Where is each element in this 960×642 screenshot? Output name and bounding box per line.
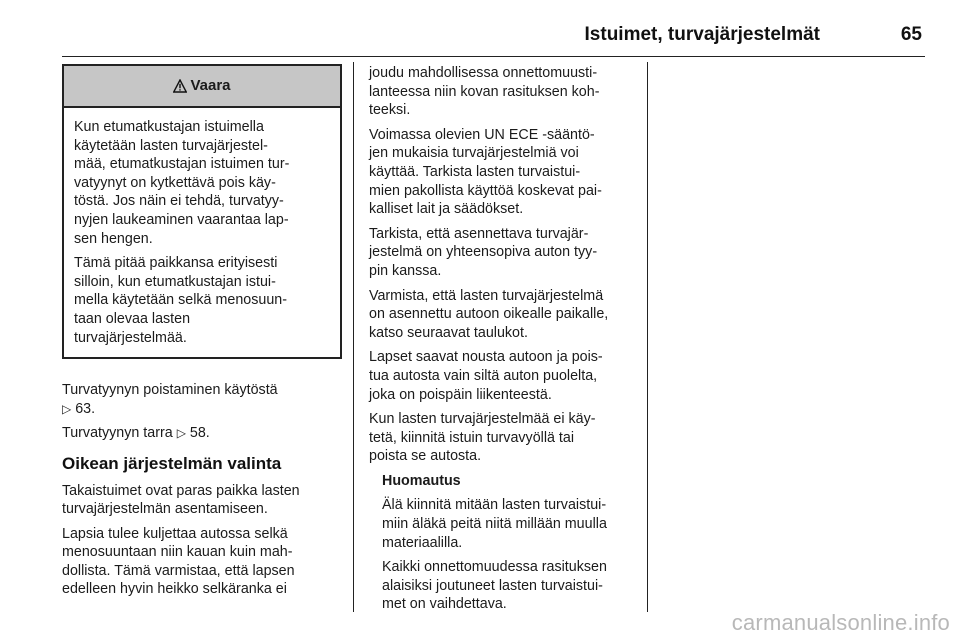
warning-triangle-icon: [173, 79, 187, 93]
text-line: sen hengen.: [74, 230, 153, 247]
text-line: teeksi.: [369, 102, 411, 119]
text-line: Takaistuimet ovat paras paikka lasten: [62, 482, 300, 499]
paragraph: [369, 410, 639, 466]
warning-paragraph-2: [74, 254, 330, 347]
text-line: Varmista, että lasten turvajärjestelmä: [369, 287, 604, 304]
text-line: Lapsia tulee kuljettaa autossa selkä: [62, 525, 288, 542]
text-line: jestelmä on yhteensopiva auton tyy-: [369, 244, 598, 261]
text-line: joudu mahdollisessa onnettomuusti-: [369, 65, 598, 81]
paragraph: [369, 225, 639, 281]
page-number: 65: [900, 24, 922, 45]
text-line: miin äläkä peitä niitä millään muulla: [382, 516, 607, 533]
column-divider-left: [353, 62, 354, 612]
text-line: käytetään lasten turvajärjestel-: [74, 137, 268, 154]
text-line: Kaikki onnettomuudessa rasituksen: [382, 559, 607, 576]
text-line: materiaalilla.: [382, 534, 463, 551]
text-line: jen mukaisia turvajärjestelmiä voi: [369, 145, 579, 162]
text-line: joka on poispäin liikenteestä.: [369, 386, 552, 403]
header-rule: [62, 56, 925, 57]
text-line: tua autosta vain siltä auton puolelta,: [369, 367, 598, 384]
page-header-title: Istuimet, turvajärjestelmät: [584, 24, 820, 45]
note-box: [382, 472, 639, 614]
paragraph: [369, 64, 639, 120]
page-reference-arrow-icon: ▷: [62, 401, 72, 416]
text-line: menosuuntaan niin kauan kuin mah-: [62, 544, 293, 561]
note-title: Huomautus: [382, 472, 461, 489]
text-line: edelleen hyvin heikko selkäranka ei: [62, 581, 287, 598]
note-paragraph-2: [382, 558, 639, 614]
text-line: vatyynyt on kytkettävä pois käy-: [74, 174, 276, 191]
text-line: met on vaihdettava.: [382, 596, 507, 613]
text-line: alaisiksi joutuneet lasten turvaistui-: [382, 577, 603, 594]
text-line: Turvatyynyn poistaminen käytöstä: [62, 382, 278, 399]
page-reference-link[interactable]: 63.: [75, 400, 96, 417]
text-line: nyjen laukeaminen vaarantaa lap-: [74, 211, 289, 228]
crossref-airbag-deactivation: [62, 381, 342, 418]
warning-paragraph-1: [74, 118, 330, 248]
text-line: turvajärjestelmää.: [74, 329, 187, 346]
left-column: [62, 62, 342, 605]
text-line: katso seuraavat taulukot.: [369, 324, 528, 341]
paragraph: [62, 525, 342, 599]
text-line: turvajärjestelmän asentamiseen.: [62, 501, 268, 518]
text-line: Voimassa olevien UN ECE -sääntö-: [369, 126, 595, 143]
column-divider-right: [647, 62, 648, 612]
text-line: käyttää. Tarkista lasten turvaistui-: [369, 163, 581, 180]
warning-header: [64, 66, 340, 108]
text-line: poista se autosta.: [369, 448, 482, 465]
text-line: Tämä pitää paikkansa erityisesti: [74, 255, 278, 272]
text-line: kalliset lait ja säädökset.: [369, 201, 524, 218]
page-reference-arrow-icon: ▷: [176, 426, 186, 441]
paragraph: [369, 287, 639, 343]
watermark: carmanualsonline.info: [731, 610, 950, 635]
warning-title: Vaara: [190, 76, 231, 94]
page-reference-link[interactable]: 58.: [189, 425, 210, 442]
note-paragraph-1: [382, 496, 639, 552]
text-line: Älä kiinnitä mitään lasten turvaistui-: [382, 497, 607, 514]
text-line: on asennettu autoon oikealle paikalle,: [369, 306, 609, 323]
text-line: Lapset saavat nousta autoon ja pois-: [369, 349, 603, 366]
paragraph: [369, 348, 639, 404]
text-line: mää, etumatkustajan istuimen tur-: [74, 156, 290, 173]
text-line: mella käytetään selkä menosuun-: [74, 292, 287, 309]
paragraph: [369, 126, 639, 219]
crossref-airbag-label: [62, 424, 342, 443]
text-line: tetä, kiinnitä istuin turvavyöllä tai: [369, 429, 575, 446]
text-line: lanteessa niin kovan rasituksen koh-: [369, 83, 600, 100]
text-line: Turvatyynyn tarra: [62, 425, 173, 442]
right-column: [369, 64, 639, 620]
text-line: pin kanssa.: [369, 262, 442, 279]
text-line: Kun lasten turvajärjestelmää ei käy-: [369, 411, 596, 428]
text-line: Kun etumatkustajan istuimella: [74, 119, 264, 135]
text-line: dollista. Tämä varmistaa, että lapsen: [62, 562, 295, 579]
paragraph: [62, 482, 342, 519]
warning-box: [62, 64, 342, 359]
text-line: Tarkista, että asennettava turvajär-: [369, 225, 589, 242]
section-heading: Oikean järjestelmän valinta: [62, 453, 282, 473]
text-line: mien pakollista käyttöä koskevat pai-: [369, 182, 602, 199]
warning-body: [64, 108, 340, 357]
text-line: silloin, kun etumatkustajan istui-: [74, 273, 276, 290]
text-line: töstä. Jos näin ei tehdä, turvatyy-: [74, 193, 284, 210]
text-line: taan olevaa lasten: [74, 310, 191, 327]
